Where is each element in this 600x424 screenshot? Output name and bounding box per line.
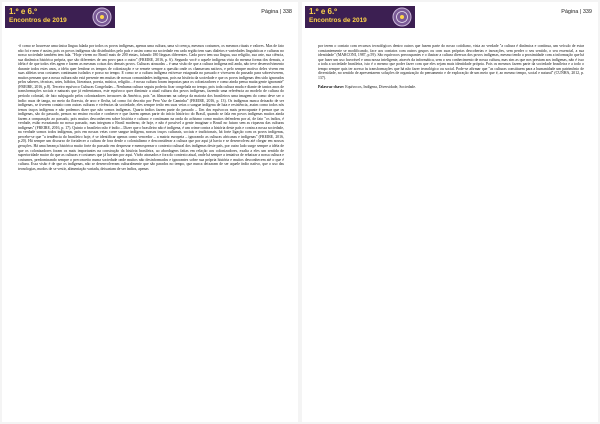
banner-title bbox=[309, 7, 385, 25]
emblem-icon bbox=[92, 7, 112, 27]
header-banner bbox=[5, 6, 115, 28]
page-body bbox=[318, 44, 584, 89]
keywords-label: Palavras-chave: bbox=[318, 84, 345, 89]
keywords-text: Equívocos, Indígena, Diversidade, Sociedade. bbox=[345, 84, 417, 89]
page-number: Página | 338 bbox=[261, 9, 292, 15]
right-page bbox=[302, 2, 598, 422]
left-page bbox=[2, 2, 298, 422]
banner-title bbox=[9, 7, 85, 25]
keywords-line bbox=[318, 85, 584, 90]
page-number: Página | 339 bbox=[561, 9, 592, 15]
banner-title-line2: Encontros de 2019 bbox=[309, 17, 367, 24]
body-paragraph: por terem o contato com recursos tecnológicos dentro outros que fazem parte do nosso cotidiano, vista ao verdade "a cultura é dinâmica e contínua, um veículo de estar constantemente se modificando, face aos contatos com outros grupos ou com suas próprias descobertas e inovações, sem perder o seu sentido, o seu essencial, a sua identidade" (MARCONI, 1987, p.59). São equívocos preocupantes e o ilustrar a cultura diversas dos povos indígenas, mesmo tendo a proximidade com a informação que há que fazer um uso favorável e uma nossa inteligente, através da informática, sem o seu conhecimento de nossa cultura, mas sim as que nos prestam aos indígenas, não é isso a toda a sociedade brasileira, isto é o mesmo que poder fazer com que eles sejam mais identidade própria. Pois os mesmos fazem parte da sociedade brasileira e a todo o tempo sempre quis ter acesso às transformações que há não fazer tecnológico ou social. Pode-se afirmar que "as culturas constituem para a humanidade um patrimônio de diversidade, no sentido de apresentarem soluções de organização do pensamento e de exploração de um meio que é, ao mesmo tempo, social e natural" (CUNHA, 2012, p. 137). bbox=[318, 44, 584, 80]
body-paragraph: -ô como se houvesse uma única língua falada por todos os povos indígenas, apenas uma cultura, uma só crença, mesmos costumes, os mesmos rituais e valores. Mas de fato não foi e nem é assim, pois os povos indígenas são distribuídos pelo país e assim como na sociedade em cada região tem suas dialetos e variedades linguísticas e culturas no nosso sociedade também tem fala. "Hoje vivem no Brasil mais de 200 etnias, falando 180 línguas diferentes. Cada povo tem sua língua, sua religião, sua arte, sua ciência, sua dinâmica histórica própria, que são diferentes de um povo para o outro" (FREIRE, 2016, p. 6). Segundo você o aquele indígena vista do mesma forma dos demais, a idéia é de que todos eles agem e fazem as mesmas coisas dos demais povos. Culturas atrasadas – é uma visão de que a cultura indígena mil anda, não teve desenvolvimento durante todos estes anos, a idéia quer lembrar os tempos de colonização e se remete sempre a questão onde os chamavam nativos, e pelo sempre motivo deles vivem em suas aldeias seus costumes continuam isolados e posso no tempo. E como se a cultura indígena estivesse estagnada no passado e vivessem do passado para sobreviverem, muitos pensam que a nossa cultura não está presente em muitas de nossas comunidades indígenas, pois na história da sociedade e que os povos indígenas têm sido ignorados pelos saberes, técnicas, artes, hábitos, literatura, poesia, música, religião... é nossa cultura foram impostas para os colonizadores e como ainda pensa muita gente ignorante" (FREIRE, 2016, p.8). Terceiro equívoco Culturas Congeladas – Nenhuma cultura seguiu poderia ficar congelada no tempo, pois toda cultura muda e diante de tantos anos de transformações sociais e naturais que já enfrentamos, este equívoco quer diminuir a atual cultura dos povos indígenas, fazendo uma referência ao modelo de cultura do período colonial, de fato subjugado pelos colonizadores invasores da América, pois "as filmavam na cabeça da maioria dos brasileiros uma imagem do como deve ser o índio: nuas de tanga, no meio da floresta, de arco e flecha, tal como foi descrito por Pero Vaz de Caminha" (FREIRE, 2016, p. 13). Os indígenas nunca deixarão de ser indígenas, se tiverem contato com outras culturas e vivências da sociedade, eles sempre terão em suas veias o sangue indígena de luta e resistência, assim como todos nós temos traços indígenas e não podemos dizer que não somos indígenas. Quarto índios fazem parte do passado – Um dos equívocos mais preocupante é pensar que os indígenas, são do passado, pensos no ensino escolar e conhecer e que fazem apenas parte do início histórico do Brasil, quando se fala em povos indígenas muitos ainda fazem a comparação ao passado, pois muitos desconhecem sobre história e cultura: e continuam na onda do achismo como muitos defendem por aí, de fato "os índios, é verdade, estão esvaziando no nosso passado, mas integram o Brasil moderno, de hoje, e não é possível a gente imaginar o Brasil no futuro sem as riquezas das culturas indígenas" (FREIRE, 2016, p. 17). Quinto o brasileiro não é índio – Dizer que o brasileiro não é indígena, é um crime contra a história deste país e contra a nossa sociedade, na verdade somos todos indígenas, pois em nossas veias corre sangue indígena, nossos traços culturais, sociais e tradicionais, há forte ligação com os povos indígenas, percebe-se que "a tendência do brasileiro hoje, é se identificar apenas como vencedor – a matriz europeia – ignorando as culturas africanas e indígenas" (FREIRE, 2016, p.20). Há sempre um discurso de fortalecer a cultura de fora desde o colonialismo e desconsiderar a cultura que por aqui já havia e se desenvolveu até chegar em nossos gerações. Há uma herança histórica muito forte do passado em desprezar e menosprezar o contexto cultural dos indígenas deste país, por outro lado surge sempre a idéia de que os colonizadores foram os mais importantes na construção da história brasileira, ao abordagens fatias em relação aos colonizadores, exalta a eles um sentido de superioridade maior do que as culturas e costumes que já haviam por aqui. Vivão atrasados e fora do contexto atual, onde há sempre a tentativa de rebaixar a nossa cultura e costumes, predominando sempre o preconceito numa sociedade onde muitos não desinformados e ignorantes sobre sua própria história e muitos desconhecem até o que é cultura. Essa visão é de que os indígenas, não se desenvolveram culturalmente que são parados no tempo, que nunca deixaram de ser aquele índio nativo, que o uso das tecnologias, modos de se vestir, alimentação variada, deixariam de ser índios, apenas bbox=[18, 44, 284, 171]
banner-title-line1: 1.º e 6.º bbox=[9, 7, 38, 16]
page-body bbox=[18, 44, 284, 171]
header-banner bbox=[305, 6, 415, 28]
banner-title-line2: Encontros de 2019 bbox=[9, 17, 67, 24]
banner-title-line1: 1.º e 6.º bbox=[309, 7, 338, 16]
emblem-icon bbox=[392, 7, 412, 27]
